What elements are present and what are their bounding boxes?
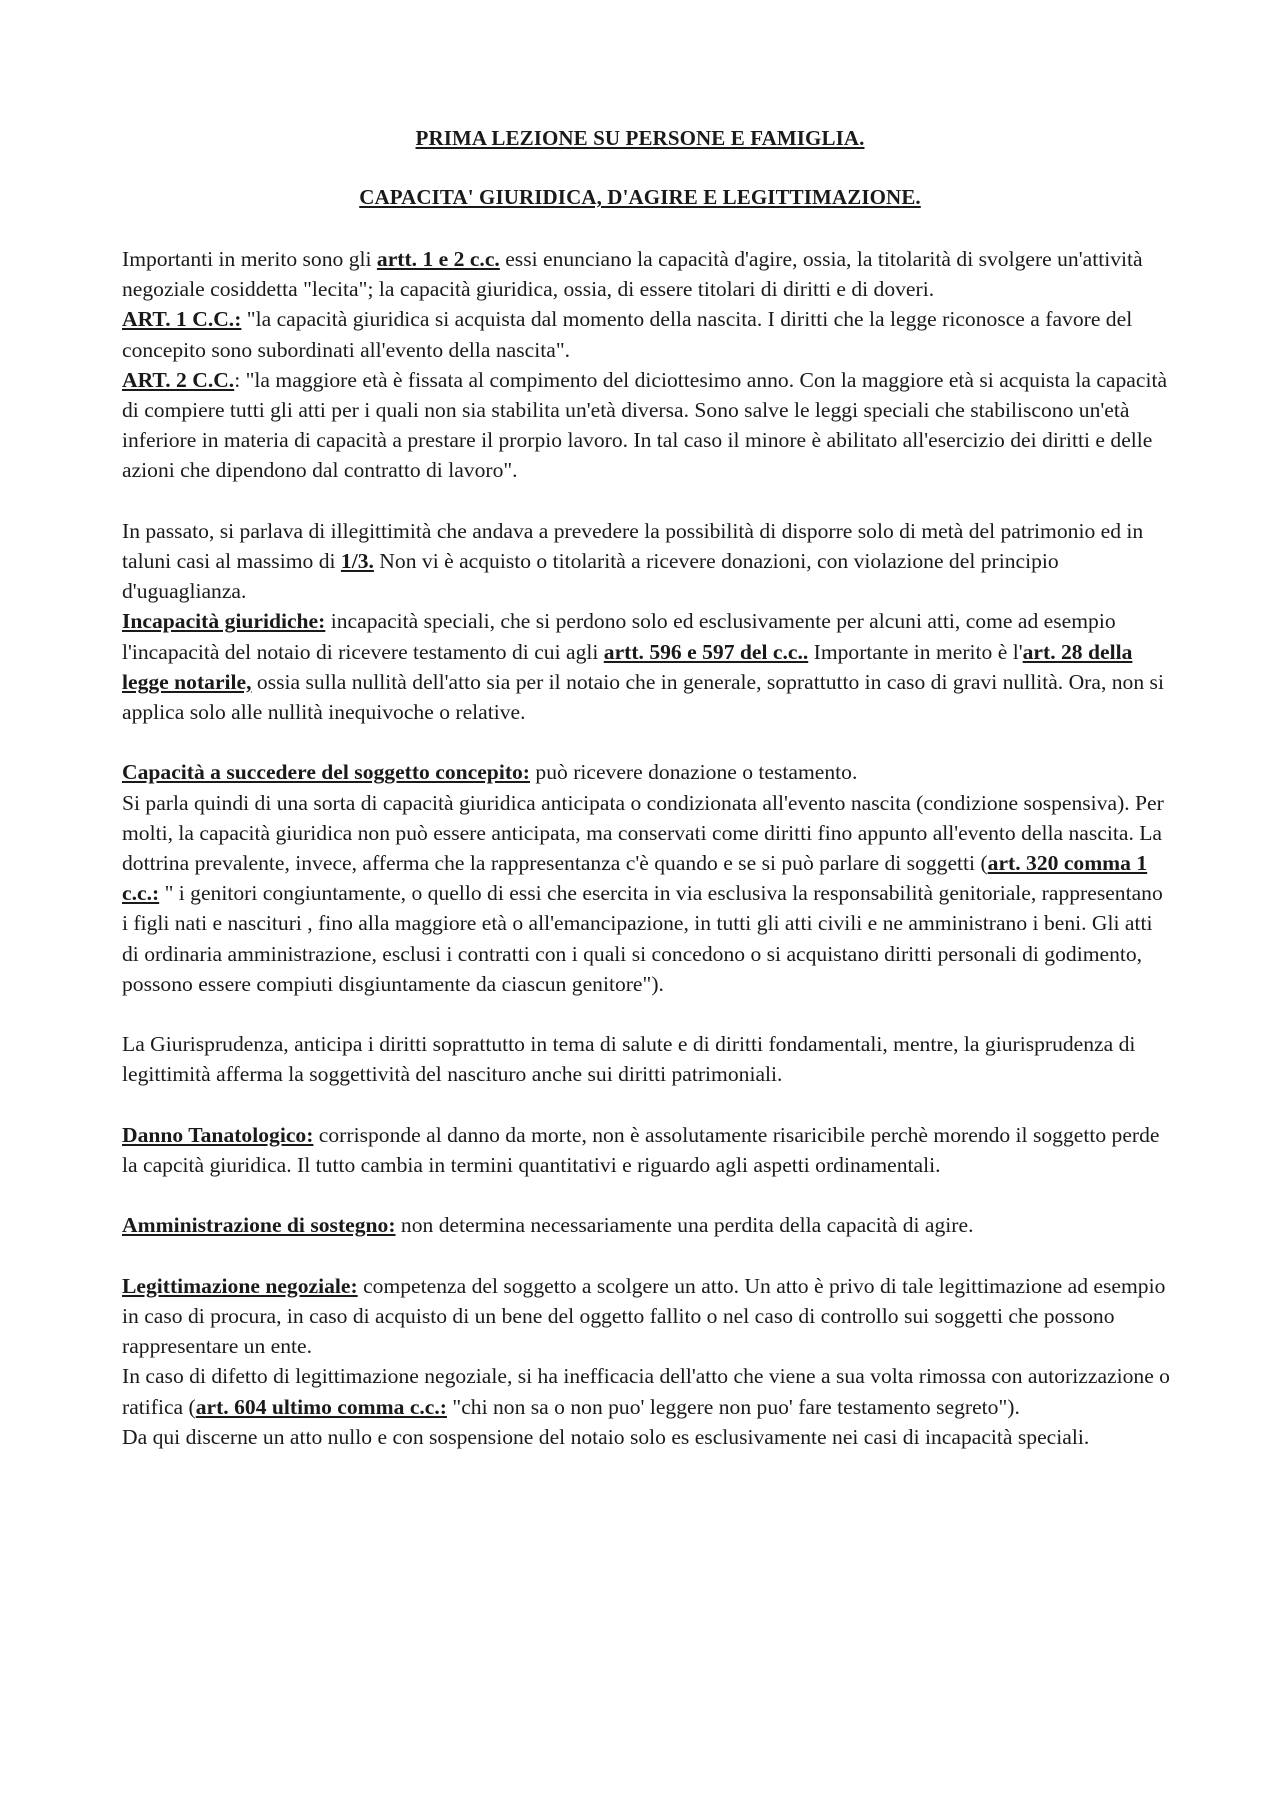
- paragraph-art-1: ART. 1 C.C.: "la capacità giuridica si acquista dal momento della nascita. I diritti che la legge riconosce a favore del concepito sono subordinati all'evento della nascita".: [122, 307, 1133, 362]
- section-heading: Incapacità giuridiche:: [122, 609, 326, 634]
- paragraph-capacita-anticipata: Si parla quindi di una sorta di capacità giuridica anticipata o condizionata all'evento nascita (condizione sospensiva). Per molti, la capacità giuridica non può essere anticipata, ma conservati come diritti fino appunto all'evento della nascita. La dottrina prevalente, invece, afferma che la rappresentanza c'è quando e se si può parlare di soggetti (art. 320 comma 1 c.c.: " i genitori congiuntamente, o quello di essi che esercita in via esclusiva la responsabilità genitoriale, rappresentano i figli nati e nascituri , fino alla maggiore età o all'emancipazione, in tutti gli atti civili e ne amministrano i beni. Gli atti di ordinaria amministrazione, esclusi i contratti con i quali si concedono o si acquistano diritti personali di godimento, possono essere compiuti disgiuntamente da ciascun genitore").: [122, 790, 1164, 996]
- article-reference: ART. 2 C.C.: [122, 367, 235, 392]
- spacer: [122, 727, 1170, 757]
- spacer: [122, 1180, 1170, 1210]
- fraction-reference: 1/3.: [340, 549, 374, 574]
- paragraph-danno-tanatologico: Danno Tanatologico: corrisponde al danno da morte, non è assolutamente risaricibile perchè morendo il soggetto perde la capcità giuridica. Il tutto cambia in termini quantitativi e riguardo agli aspetti ordinamentali.: [122, 1122, 1160, 1178]
- document-title: PRIMA LEZIONE SU PERSONE E FAMIGLIA.: [415, 126, 865, 150]
- paragraph-giurisprudenza: La Giurisprudenza, anticipa i diritti soprattutto in tema di salute e di diritti fondamentali, mentre, la giurisprudenza di legittimità afferma la soggettività del nascituro anche sui diritti patrimoniali.: [122, 1032, 1136, 1087]
- section-heading: Legittimazione negoziale:: [122, 1273, 358, 1298]
- paragraph-legittimazione: Legittimazione negoziale: competenza del soggetto a scolgere un atto. Un atto è privo di tale legittimazione ad esempio in caso di procura, in caso di acquisto di un bene del oggetto fallito o nel caso di controllo sui soggetti che possono rappresentare un ente.: [122, 1273, 1166, 1359]
- document-subtitle: CAPACITA' GIURIDICA, D'AGIRE E LEGITTIMAZIONE.: [359, 185, 921, 209]
- article-reference: art. 28 della legge notarile,: [122, 639, 1133, 694]
- spacer: [122, 1090, 1170, 1120]
- document-body: [122, 244, 1170, 1452]
- paragraph-art-2: ART. 2 C.C.: "la maggiore età è fissata al compimento del diciottesimo anno. Con la maggiore età si acquista la capacità di compiere tutti gli atti per i quali non sia stabilita un'età diversa. Sono salve le leggi speciali che stabiliscono un'età inferiore in materia di capacità a prestare il prorpio lavoro. In tal caso il minore è abilitato all'esercizio dei diritti e delle azioni che dipendono dal contratto di lavoro".: [122, 367, 1168, 483]
- paragraph-intro: Importanti in merito sono gli artt. 1 e 2 c.c. essi enunciano la capacità d'agire, ossia, la titolarità di svolgere un'attività negoziale cosiddetta "lecita"; la capacità giuridica, ossia, di essere titolari di diritti e di doveri.: [122, 247, 1143, 302]
- paragraph-conclusione: Da qui discerne un atto nullo e con sospensione del notaio solo es esclusivamente nei casi di incapacità speciali.: [122, 1424, 1090, 1449]
- spacer: [122, 486, 1170, 516]
- paragraph-concepito: Capacità a succedere del soggetto concepito: può ricevere donazione o testamento.: [122, 760, 858, 785]
- paragraph-history: In passato, si parlava di illegittimità che andava a prevedere la possibilità di disporre solo di metà del patrimonio ed in taluni casi al massimo di 1/3. Non vi è acquisto o titolarità a ricevere donazioni, con violazione del principio d'uguaglianza.: [122, 518, 1144, 604]
- article-reference: artt. 1 e 2 c.c.: [376, 247, 500, 271]
- section-heading: Capacità a succedere del soggetto concepito:: [122, 760, 530, 785]
- paragraph-difetto-legittimazione: In caso di difetto di legittimazione negoziale, si ha inefficacia dell'atto che viene a sua volta rimossa con autorizzazione o ratifica (art. 604 ultimo comma c.c.: "chi non sa o non puo' leggere non puo' fare testamento segreto").: [122, 1364, 1170, 1419]
- spacer: [122, 1241, 1170, 1271]
- paragraph-amministrazione-sostegno: Amministrazione di sostegno: non determina necessariamente una perdita della capacità di agire.: [122, 1213, 974, 1238]
- spacer: [122, 999, 1170, 1029]
- article-reference: ART. 1 C.C.:: [122, 307, 242, 332]
- section-heading: Amministrazione di sostegno:: [122, 1213, 396, 1238]
- section-heading: Danno Tanatologico:: [122, 1122, 314, 1147]
- article-reference: artt. 596 e 597 del c.c..: [603, 639, 809, 664]
- article-reference: art. 320 comma 1 c.c.:: [122, 851, 1148, 906]
- paragraph-incapacita: Incapacità giuridiche: incapacità speciali, che si perdono solo ed esclusivamente per alcuni atti, come ad esempio l'incapacità del notaio di ricevere testamento di cui agli artt. 596 e 597 del c.c.. Importante in merito è l'art. 28 della legge notarile, ossia sulla nullità dell'atto sia per il notaio che in generale, soprattutto in caso di gravi nullità. Ora, non si applica solo alle nullità inequivoche o relative.: [122, 609, 1164, 725]
- article-reference: art. 604 ultimo comma c.c.:: [195, 1394, 447, 1419]
